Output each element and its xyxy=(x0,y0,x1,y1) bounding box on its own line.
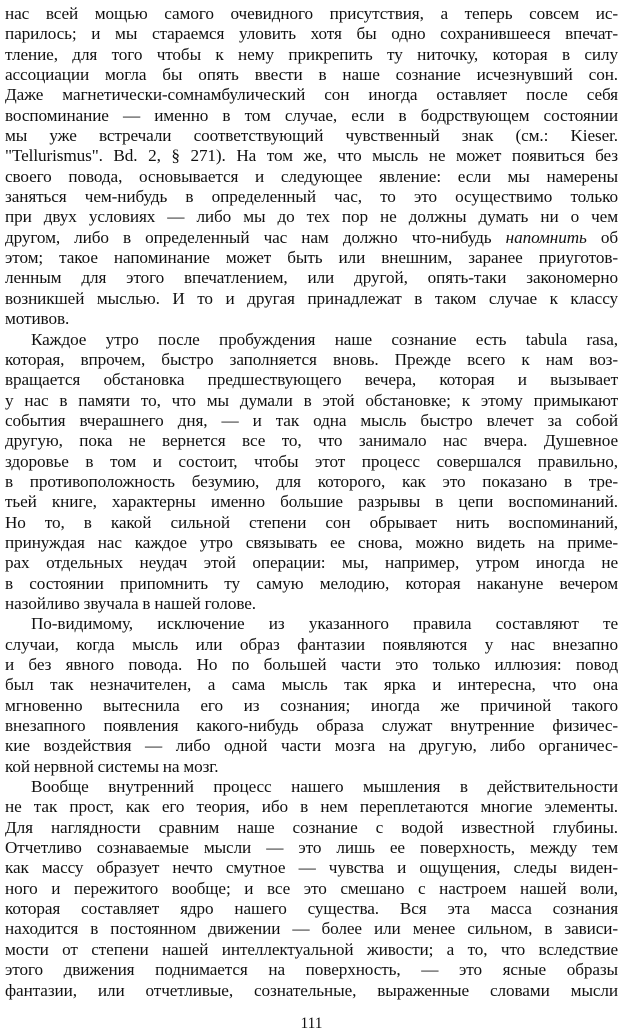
text-line: воспоминание — именно в том случае, если в бодрствующем состоянии xyxy=(5,105,618,125)
text-line: кие воздействия — либо одной части мозга на другую, либо органичес- xyxy=(5,736,618,756)
document-page xyxy=(5,4,618,1032)
text-line: у нас в памяти то, что мы думали в этой обстановке; к этому примыкают xyxy=(5,390,618,410)
text-line: случаи, когда мысль или образ фантазии появляются у нас внезапно xyxy=(5,634,618,654)
text-line: Даже магнетически-сомнамбулический сон иногда оставляет после себя xyxy=(5,85,618,105)
text-line: здоровье в том и состоит, чтобы этот процесс совершался правильно, xyxy=(5,451,618,471)
text-line: вращается обстановка предшествующего вечера, которая и вызывает xyxy=(5,370,618,390)
text-line: мотивов. xyxy=(5,309,70,329)
text-line: был так незначителен, а сама мысль так ярка и интересна, что она xyxy=(5,675,618,695)
text-line: заняться чем-нибудь в определенный час, то это осуществимо только xyxy=(5,187,618,207)
text-line: ленным для этого впечатлением, или другой, опять-таки закономерно xyxy=(5,268,618,288)
text-line: нас всей мощью самого очевидного присутствия, а теперь совсем ис- xyxy=(5,4,618,23)
text-line: ного и пережитого вообще; и все это смешано с настроем нашей воли, xyxy=(5,878,618,898)
text-line: мости от степени нашей интеллектуальной живости; а то, что вследствие xyxy=(5,939,618,959)
text-line: тление, для того чтобы к нему прикрепить ту ниточку, которая в силу xyxy=(5,44,618,64)
text-line: в состоянии припомнить ту самую мелодию, которая накануне вечером xyxy=(5,573,618,593)
text-line: другом, либо в определенный час нам должно что-нибудь напомнить об xyxy=(5,227,618,247)
emphasis: напомнить xyxy=(505,227,587,247)
text-line: Но то, в какой сильной степени сон обрывает нить воспоминаний, xyxy=(5,512,618,532)
text-line: своего повода, основывается и следующее явление: если мы намерены xyxy=(5,166,618,186)
paragraph xyxy=(5,4,618,330)
text-line: Вообще внутренний процесс нашего мышления в действительности xyxy=(31,777,618,797)
text-line: внезапного появления какого-нибудь образа служат внутренние физичес- xyxy=(5,716,618,736)
text-line: не так прост, как его теория, ибо в нем переплетаются многие элементы. xyxy=(5,797,618,817)
paragraph xyxy=(5,330,618,615)
text-line: кой нервной системы на мозг. xyxy=(5,756,219,776)
text-line: возникшей мыслью. И то и другая принадлежат в таком случае к классу xyxy=(5,288,618,308)
paragraph xyxy=(5,614,618,777)
text-line: как массу образует нечто смутное — чувства и ощущения, следы виден- xyxy=(5,858,618,878)
text-line: другую, пока не вернется все то, что занимало нас вчера. Душевное xyxy=(5,431,618,451)
text-line: Каждое утро после пробуждения наше сознание есть tabula rasa, xyxy=(31,329,618,349)
text-body xyxy=(5,4,618,1001)
text-line: в противоположность безумию, для которого, как это показано в тре- xyxy=(5,471,618,491)
text-line: этого движения поднимается на поверхность, — это ясные образы xyxy=(5,960,618,980)
text-line: и без явного повода. Но по большей части это только иллюзия: повод xyxy=(5,655,618,674)
text-line: принуждая нас каждое утро связывать ее снова, можно видеть на приме- xyxy=(5,532,618,552)
text-line: ассоциации могла бы опять ввести в наше сознание исчезнувший сон. xyxy=(5,65,618,85)
text-line: "Tellurismus". Bd. 2, § 271). На том же, что мысль не может появиться без xyxy=(5,146,618,166)
text-line: рах отдельных неудач этой операции: мы, например, утром иногда не xyxy=(5,553,618,573)
text-line: Для наглядности сравним наше сознание с водой известной глубины. xyxy=(5,817,618,837)
text-line: парилось; и мы стараемся уловить хотя бы одно сохранившееся впечат- xyxy=(5,24,618,44)
paragraph xyxy=(5,777,618,1001)
text-line: которая, впрочем, быстро заполняется вновь. Прежде всего к нам воз- xyxy=(5,349,618,369)
text-line: находится в постоянном движении — более или менее сильном, в зависи- xyxy=(5,919,618,939)
text-line: фантазии, или отчетливые, сознательные, выраженные словами мысли xyxy=(5,980,618,1000)
text-line: мгновенно вытеснила его из сознания; иногда же причиной такого xyxy=(5,695,618,715)
text-line: события вчерашнего дня, — и так одна мысль быстро влечет за собой xyxy=(5,410,618,430)
text-line: По-видимому, исключение из указанного правила составляют те xyxy=(31,614,618,634)
text-line: Отчетливо сознаваемые мысли — это лишь ее поверхность, между тем xyxy=(5,838,618,858)
page-number: 111 xyxy=(300,1015,323,1032)
text-line: при двух условиях — либо мы до тех пор не должны думать ни о чем xyxy=(5,207,618,227)
text-line: тьей книге, характерны именно большие разрывы в цепи воспоминаний. xyxy=(5,492,618,512)
text-line: этом; такое напоминание может быть или внешним, заранее приуготов- xyxy=(5,248,618,268)
text-line: мы уже встречали соответствующий чувственный знак (см.: Kieser. xyxy=(5,126,618,146)
text-line: назойливо звучала в нашей голове. xyxy=(5,593,257,613)
text-line: которая составляет ядро нашего существа. Вся эта масса сознания xyxy=(5,899,618,919)
